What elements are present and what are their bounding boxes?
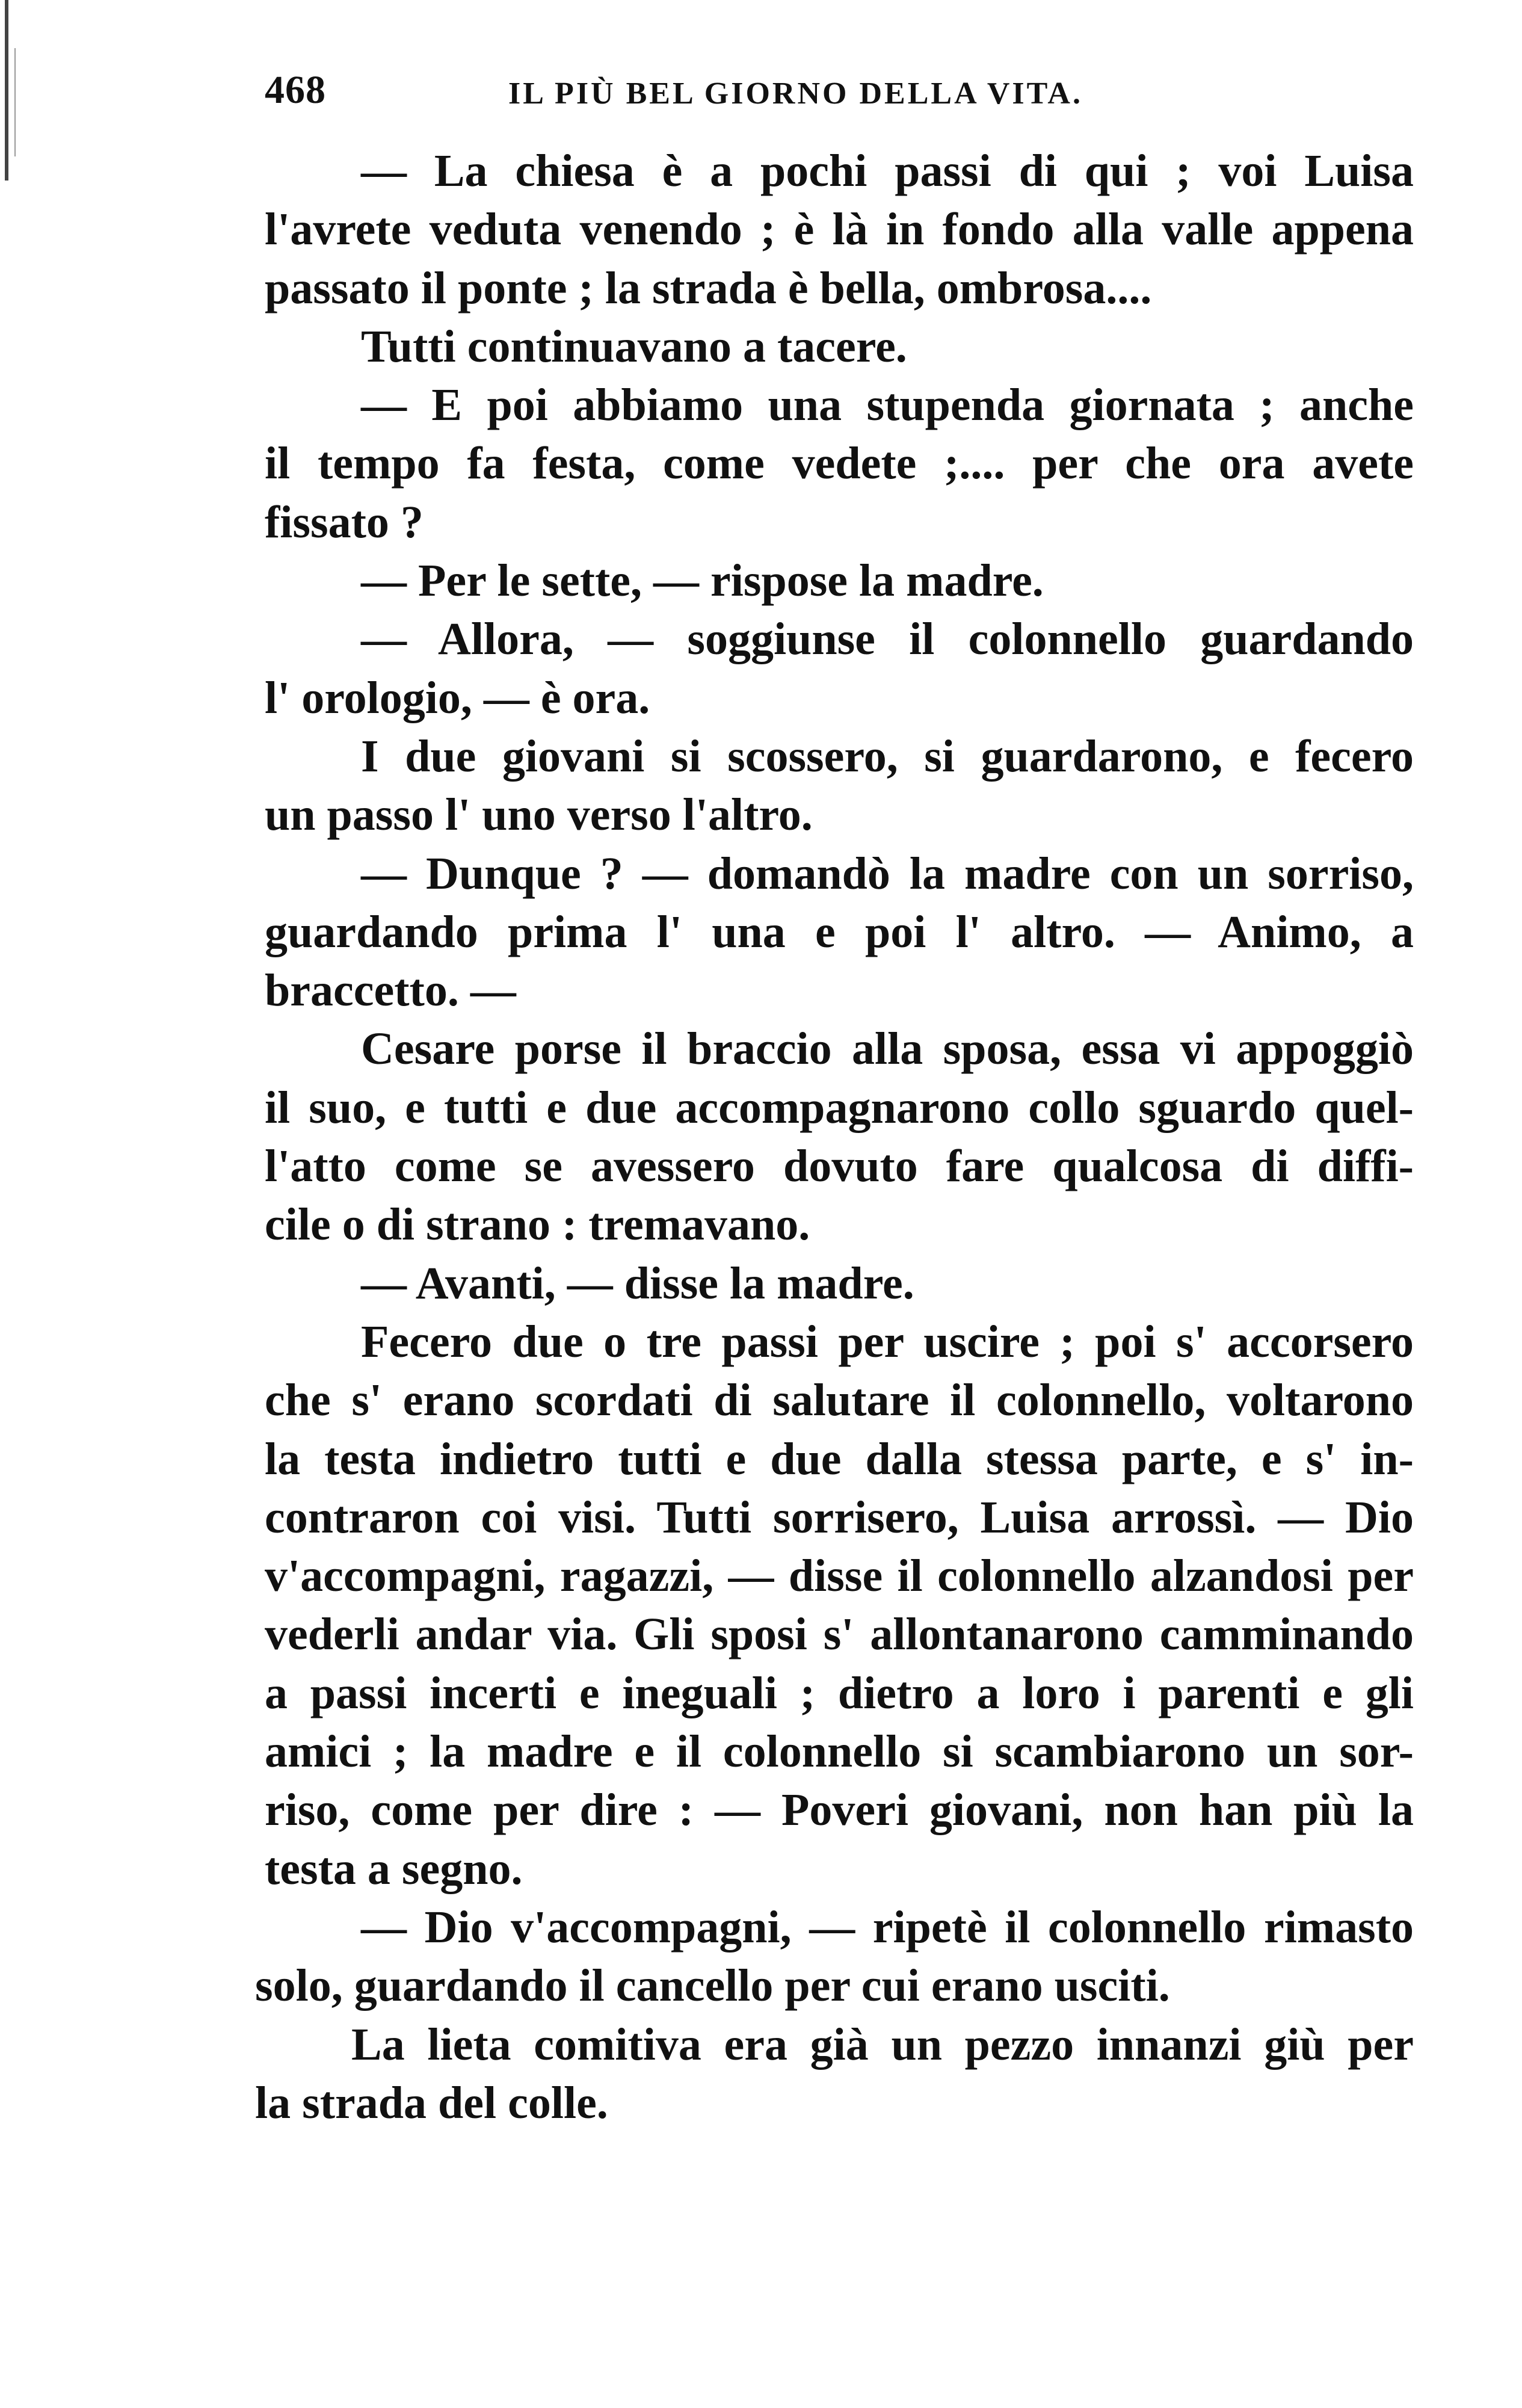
text-line: — Allora, — soggiunse il colonnello guardando [361, 614, 1414, 665]
text-line: che s' erano scordati di salutare il colonnello, voltarono [265, 1375, 1414, 1426]
text-line: — Per le sette, — rispose la madre. [361, 555, 1044, 607]
text-line: amici ; la madre e il colonnello si scambiarono un sor- [265, 1726, 1414, 1777]
text-line: testa a segno. [265, 1843, 523, 1894]
text-line: — La chiesa è a pochi passi di qui ; voi Luisa [361, 146, 1414, 196]
text-line: passato il ponte ; la strada è bella, ombrosa.... [265, 262, 1152, 313]
text-line: vederli andar via. Gli sposi s' allontanarono camminando [265, 1609, 1414, 1660]
text-line: I due giovani si scossero, si guardarono, e fecero [361, 730, 1414, 782]
page-number: 468 [265, 68, 326, 112]
text-line: l'atto come se avessero dovuto fare qualcosa di diffi- [265, 1141, 1414, 1192]
text-line: La lieta comitiva era già un pezzo innanzi giù per [351, 2019, 1414, 2070]
running-title: IL PIÙ BEL GIORNO DELLA VITA. [508, 76, 1083, 111]
text-line: Cesare porse il braccio alla sposa, essa vi appoggiò [361, 1023, 1414, 1075]
page-edge-shadow [5, 0, 8, 181]
text-line: braccetto. — [265, 965, 516, 1016]
text-line: — Avanti, — disse la madre. [361, 1258, 914, 1309]
text-line: Fecero due o tre passi per uscire ; poi s' accorsero [361, 1316, 1414, 1367]
text-line: guardando prima l' una e poi l' altro. — Animo, a [265, 906, 1414, 957]
text-line: il tempo fa festa, come vedete ;.... per che ora avete [265, 438, 1414, 489]
text-line: Tutti continuavano a tacere. [361, 321, 907, 372]
text-line: fissato ? [265, 496, 424, 548]
text-line: l'avrete veduta venendo ; è là in fondo alla valle appena [265, 204, 1414, 255]
text-line: solo, guardando il cancello per cui erano usciti. [255, 1960, 1170, 2011]
page-header [265, 67, 1176, 122]
text-line: — Dio v'accompagni, — ripetè il colonnello rimasto [361, 1901, 1414, 1953]
text-line: l' orologio, — è ora. [265, 672, 650, 723]
text-line: v'accompagni, ragazzi, — disse il colonnello alzandosi per [265, 1551, 1414, 1602]
page-edge-mark [14, 48, 16, 156]
text-line: la strada del colle. [255, 2077, 608, 2128]
text-line: — E poi abbiamo una stupenda giornata ; anche [361, 380, 1414, 431]
text-line: il suo, e tutti e due accompagnarono collo sguardo quel- [265, 1082, 1414, 1133]
text-line: a passi incerti e ineguali ; dietro a loro i parenti e gli [265, 1667, 1414, 1718]
body-text [255, 142, 1414, 2132]
text-line: un passo l' uno verso l'altro. [265, 789, 813, 841]
text-line: contraron coi visi. Tutti sorrisero, Luisa arrossì. — Dio [265, 1492, 1414, 1543]
text-line: — Dunque ? — domandò la madre con un sorriso, [361, 848, 1414, 899]
text-line: cile o di strano : tremavano. [265, 1199, 810, 1250]
text-line: la testa indietro tutti e due dalla stessa parte, e s' in- [265, 1433, 1414, 1484]
text-line: riso, come per dire : — Poveri giovani, non han più la [265, 1785, 1414, 1836]
